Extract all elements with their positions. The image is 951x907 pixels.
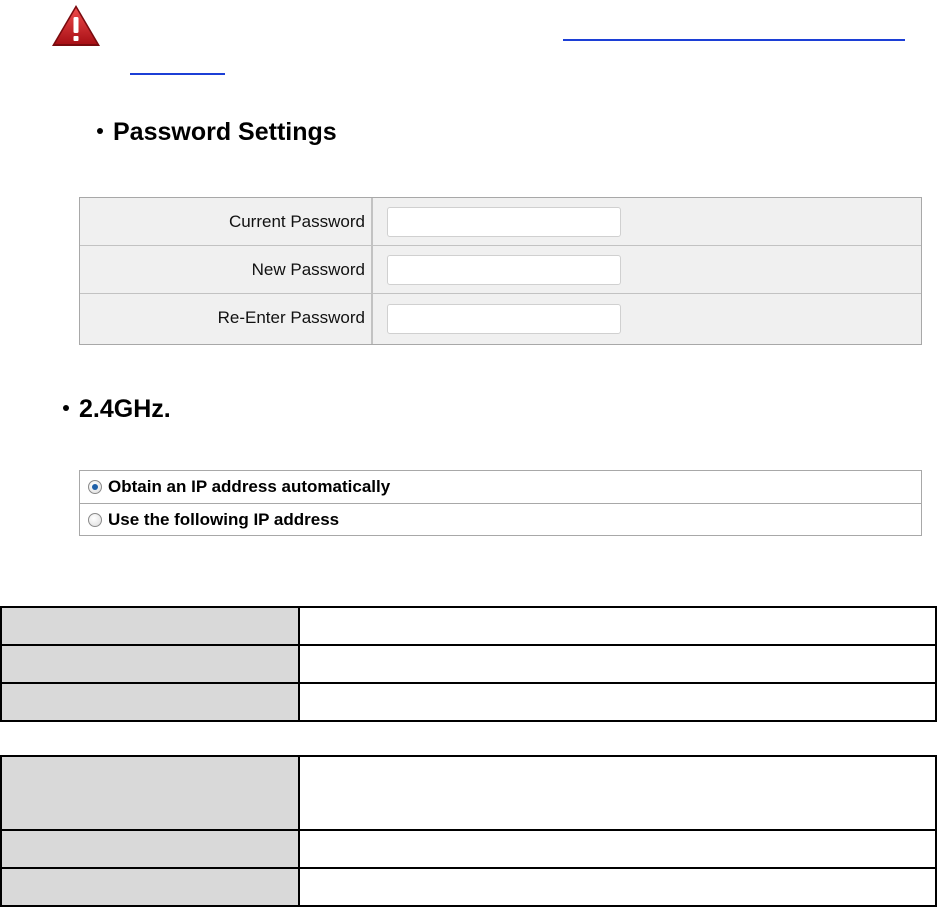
table-label-cell [1, 683, 299, 721]
table-label-cell [1, 868, 299, 906]
hyperlink-underline[interactable] [130, 73, 225, 75]
password-settings-form [79, 197, 922, 345]
warning-icon [50, 3, 102, 49]
table-row [1, 607, 936, 645]
option-label: Obtain an IP address automatically [108, 477, 391, 496]
form-row-current-password [80, 198, 921, 246]
table-value-cell [299, 645, 936, 683]
radio-button-selected[interactable] [88, 480, 102, 494]
description-table [0, 755, 937, 907]
table-row [1, 830, 936, 868]
reenter-password-label: Re-Enter Password [80, 294, 373, 344]
option-use-following-ip[interactable] [80, 503, 921, 535]
current-password-input[interactable] [387, 207, 621, 237]
description-table [0, 606, 937, 722]
option-label: Use the following IP address [108, 509, 340, 529]
heading-text: 2.4GHz. [79, 395, 171, 423]
table-label-cell [1, 645, 299, 683]
hyperlink-underline[interactable] [563, 39, 905, 41]
table-row [1, 683, 936, 721]
option-obtain-ip-automatically[interactable] [80, 471, 921, 503]
table-label-cell [1, 756, 299, 830]
radio-button[interactable] [88, 513, 102, 527]
table-row [1, 868, 936, 906]
table-label-cell [1, 830, 299, 868]
form-row-reenter-password [80, 294, 921, 344]
form-row-new-password [80, 246, 921, 294]
new-password-label: New Password [80, 246, 373, 293]
table-value-cell [299, 683, 936, 721]
table-row [1, 756, 936, 830]
band-2-4ghz-heading [63, 395, 171, 424]
bullet-icon [63, 405, 69, 411]
table-value-cell [299, 607, 936, 645]
table-value-cell [299, 756, 936, 830]
table-row [1, 645, 936, 683]
ip-address-options [79, 470, 922, 536]
table-label-cell [1, 607, 299, 645]
reenter-password-input[interactable] [387, 304, 621, 334]
bullet-icon [97, 128, 103, 134]
current-password-label: Current Password [80, 198, 373, 245]
password-settings-heading [97, 118, 337, 147]
table-value-cell [299, 830, 936, 868]
table-value-cell [299, 868, 936, 906]
new-password-input[interactable] [387, 255, 621, 285]
heading-text: Password Settings [113, 118, 337, 146]
